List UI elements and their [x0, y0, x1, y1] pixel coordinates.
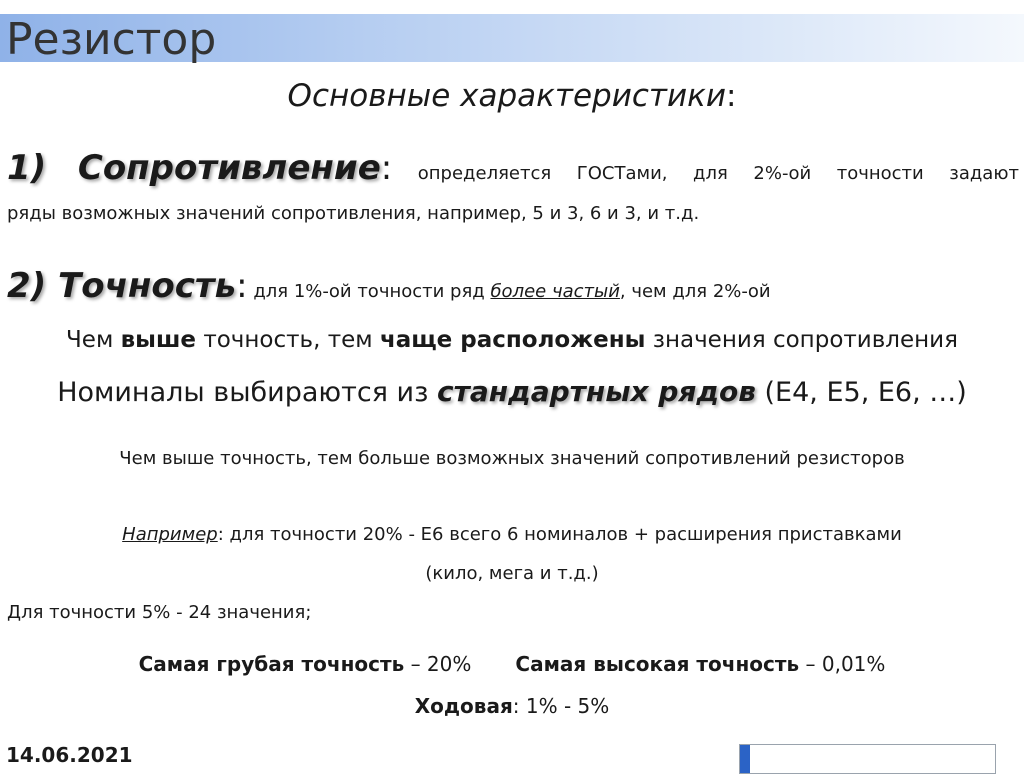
slide-date: 14.06.2021 — [6, 743, 133, 767]
accuracy-text-before: для 1%-ой точности ряд — [247, 281, 491, 302]
resistance-text: определяется ГОСТами, для 2%-ой точности задают — [392, 163, 1019, 184]
accuracy-emphasis: более частый — [490, 281, 620, 302]
slide-progress-bar — [739, 744, 996, 774]
resistance-heading: 1) Сопротивление — [7, 148, 381, 188]
subtitle-colon: : — [725, 78, 737, 114]
density-text-1: Чем — [66, 327, 121, 353]
coarsest-value: – 20% — [404, 652, 472, 676]
series-text-2: (Е4, Е5, Е6, …) — [755, 377, 967, 408]
subtitle-text: Основные характеристики — [287, 78, 726, 114]
example-label: Например — [122, 524, 218, 545]
example-line — [0, 519, 1024, 551]
accuracy-text-after: , чем для 2%-ой — [619, 281, 771, 302]
extremes-line — [0, 647, 1024, 681]
coarsest-label: Самая грубая точность — [138, 652, 405, 676]
resistance-colon: : — [380, 148, 393, 188]
accuracy-heading: 2) Точность — [7, 266, 237, 306]
series-text-1: Номиналы выбираются из — [57, 377, 438, 408]
more-values-line: Чем выше точность, тем больше возможных значений сопротивлений резисторов — [119, 448, 905, 469]
series-heading: стандартных рядов — [437, 375, 756, 408]
density-bold-2: чаще расположены — [379, 327, 646, 353]
common-line — [0, 689, 1024, 723]
common-value: : 1% - 5% — [512, 694, 610, 718]
accuracy-colon: : — [236, 266, 248, 306]
slide-title: Резистор — [6, 14, 217, 65]
density-text-2: точность, тем — [196, 327, 380, 353]
example-continuation: (кило, мега и т.д.) — [425, 563, 599, 584]
resistance-continuation: ряды возможных значений сопротивления, например, 5 и 3, 6 и 3, и т.д. — [7, 203, 700, 224]
common-label: Ходовая — [414, 694, 513, 718]
slide-progress-fill — [740, 745, 750, 773]
density-text-3: значения сопротивления — [645, 327, 958, 353]
finest-label: Самая высокая точность — [515, 652, 800, 676]
accuracy-density-line — [0, 321, 1024, 359]
resistance-paragraph — [7, 143, 1019, 199]
standard-series-line — [0, 368, 1024, 417]
slide-subtitle — [0, 74, 1024, 118]
example-text: : для точности 20% - Е6 всего 6 номиналов + расширения приставками — [217, 524, 902, 545]
five-percent-line: Для точности 5% - 24 значения; — [7, 602, 312, 623]
accuracy-paragraph — [7, 261, 771, 317]
finest-value: – 0,01% — [799, 652, 886, 676]
density-bold-1: выше — [120, 327, 197, 353]
